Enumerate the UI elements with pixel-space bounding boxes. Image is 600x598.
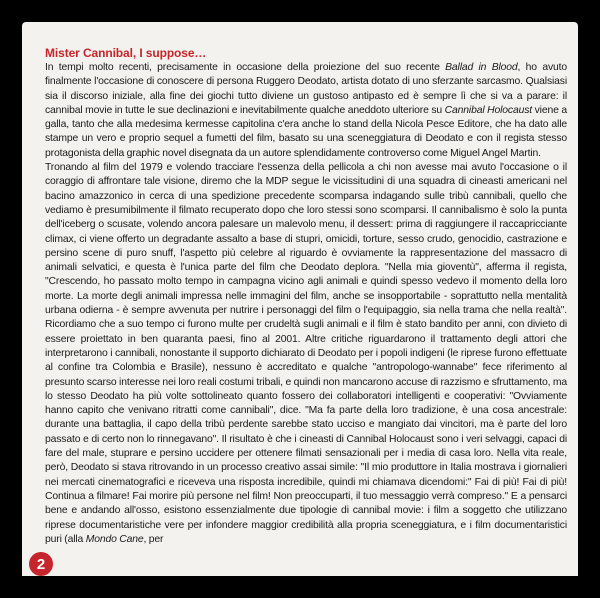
booklet-page — [22, 22, 578, 576]
text-run: , ho avuto finalmente l'occasione di conoscere di persona Ruggero Deodato, artista dotato di uno sferzante sarcasmo. Qualsiasi sia il discorso iniziale, alla fine dei giochi tutto diviene un gustoso antipasto ed è sempre lì che si va a parare: il cannibal movie in tutte le sue declinazioni e inevitabilmente qualche aneddoto ulteriore su — [45, 62, 567, 116]
text-run: Tronando al film del 1979 e volendo tracciare l'essenza della pellicola a chi non avesse mai avuto l'occasione o il coraggio di affrontare tale visione, diremo che la MDP segue le vicissitudini di una squadra di cineasti americani nel bacino amazzonico in cerca di una spedizione precedente scomparsa indagando sulle tribù cannibali, quello che vediamo è presumibilmente il filmato recuperato dopo che loro stessi sono scomparsi. Il cannibalismo è solo la punta dell'iceberg o scusate, volendo ancora palesare un malevolo menu, il dessert: prima di raggiungere il raccapricciante climax, ci viene offerto un degradante assalto a base di stupri, omicidi, torture, sesso crudo, genocidio, castrazione e persino scene di puro snuff, l'aspetto più celebre al riguardo è ovviamente la rappresentazione del massacro di animali selvatici, e questa è l'unica parte del film che Deodato deplora. "Nella mia gioventù", afferma il regista, "Crescendo, ho passato molto tempo in campagna vicino agli animali e quindi spesso vedevo il momento della loro morte. La morte degli animali impressa nelle immagini del film, anche se insopportabile - soprattutto nella mentalità urbana odierna - è sempre avvenuta per nutrire i personaggi del film o l'equipaggio, sia nella trama che nella realtà". Ricordiamo che a suo tempo ci furono multe per crudeltà sugli animali e il film è stato bandito per anni, con divieto di essere proiettato in ben quaranta paesi, fino al 2001. Altre critiche riguardarono il trattamento degli attori che interpretarono i cannibali, nonostante il supporto dichiarato di Deodato per i popoli indigeni (le riprese furono effettuate al confine tra Colombia e Brasile), nessuno è accreditato e qualche "antropologo-wannabe" fece riferimento al presunto scarso interesse nei loro reali costumi tribali, e quindi non mancarono accuse di razzismo e sfruttamento, ma lo stesso Deodato ha più volte sottolineato quanto fossero dei collaboratori intelligenti e cooperativi: "Ovviamente hanno capito che venivano ritratti come cannibali", dice. "Ma fa parte della loro tradizione, è una cosa ancestrale: durante una battaglia, il capo della tribù perdente sarebbe stato ucciso e mangiato dai vincitori, ma è parte del loro passato e di certo non lo rinnegavano". Il risultato è che i cineasti di Cannibal Holocaust sono i veri selvaggi, capaci di fare del male, stuprare e persino uccidere per ottenere filmati sensazionali per i media di casa loro. Nella vita reale, però, Deodato si stava ritrovando in un processo creativo assai simile: "Il mio produttore in Italia mostrava i giornalieri nei mercati cinematografici e riceveva una risposta incredibile, quindi mi chiamava dicendomi:" Fai di più! Fai di più! Continua a filmare! Fai morire più persone nel film! Non preoccuparti, il tuo messaggio verrà compreso." E a pensarci bene e andando all'osso, esistono essenzialmente due tipologie di cannibal movie: i film a soggetto che utilizzano riprese documentaristiche vere per infondere maggior credibilità alla propria sceneggiatura, e i film documentaristici puri (alla — [45, 162, 567, 545]
article — [45, 46, 567, 547]
article-title: Mister Cannibal, I suppose… — [45, 46, 207, 60]
text-run: In tempi molto recenti, precisamente in occasione della proiezione del suo recente — [45, 62, 446, 73]
paragraph-1 — [45, 61, 567, 161]
article-body — [45, 61, 567, 547]
italic-title: Ballad in Blood — [445, 62, 518, 73]
text-run: viene a galla, tanto che alla medesima kermesse capitolina c'era anche lo stand della Nicola Pesce Editore, che ha dato alle stampe un vero e proprio sequel a fumetti del film, basato su una sceneggiatura di Deodato e con il regista stesso protagonista della graphic novel disegnata da un autore splendidamente controverso come Miguel Angel Martin. — [45, 104, 567, 159]
italic-title: Cannibal Holocaust — [444, 104, 532, 116]
paragraph-2 — [45, 161, 567, 547]
italic-title: Mondo Cane — [85, 533, 144, 545]
text-run: , per — [143, 533, 164, 545]
page-number-badge: 2 — [29, 552, 53, 576]
